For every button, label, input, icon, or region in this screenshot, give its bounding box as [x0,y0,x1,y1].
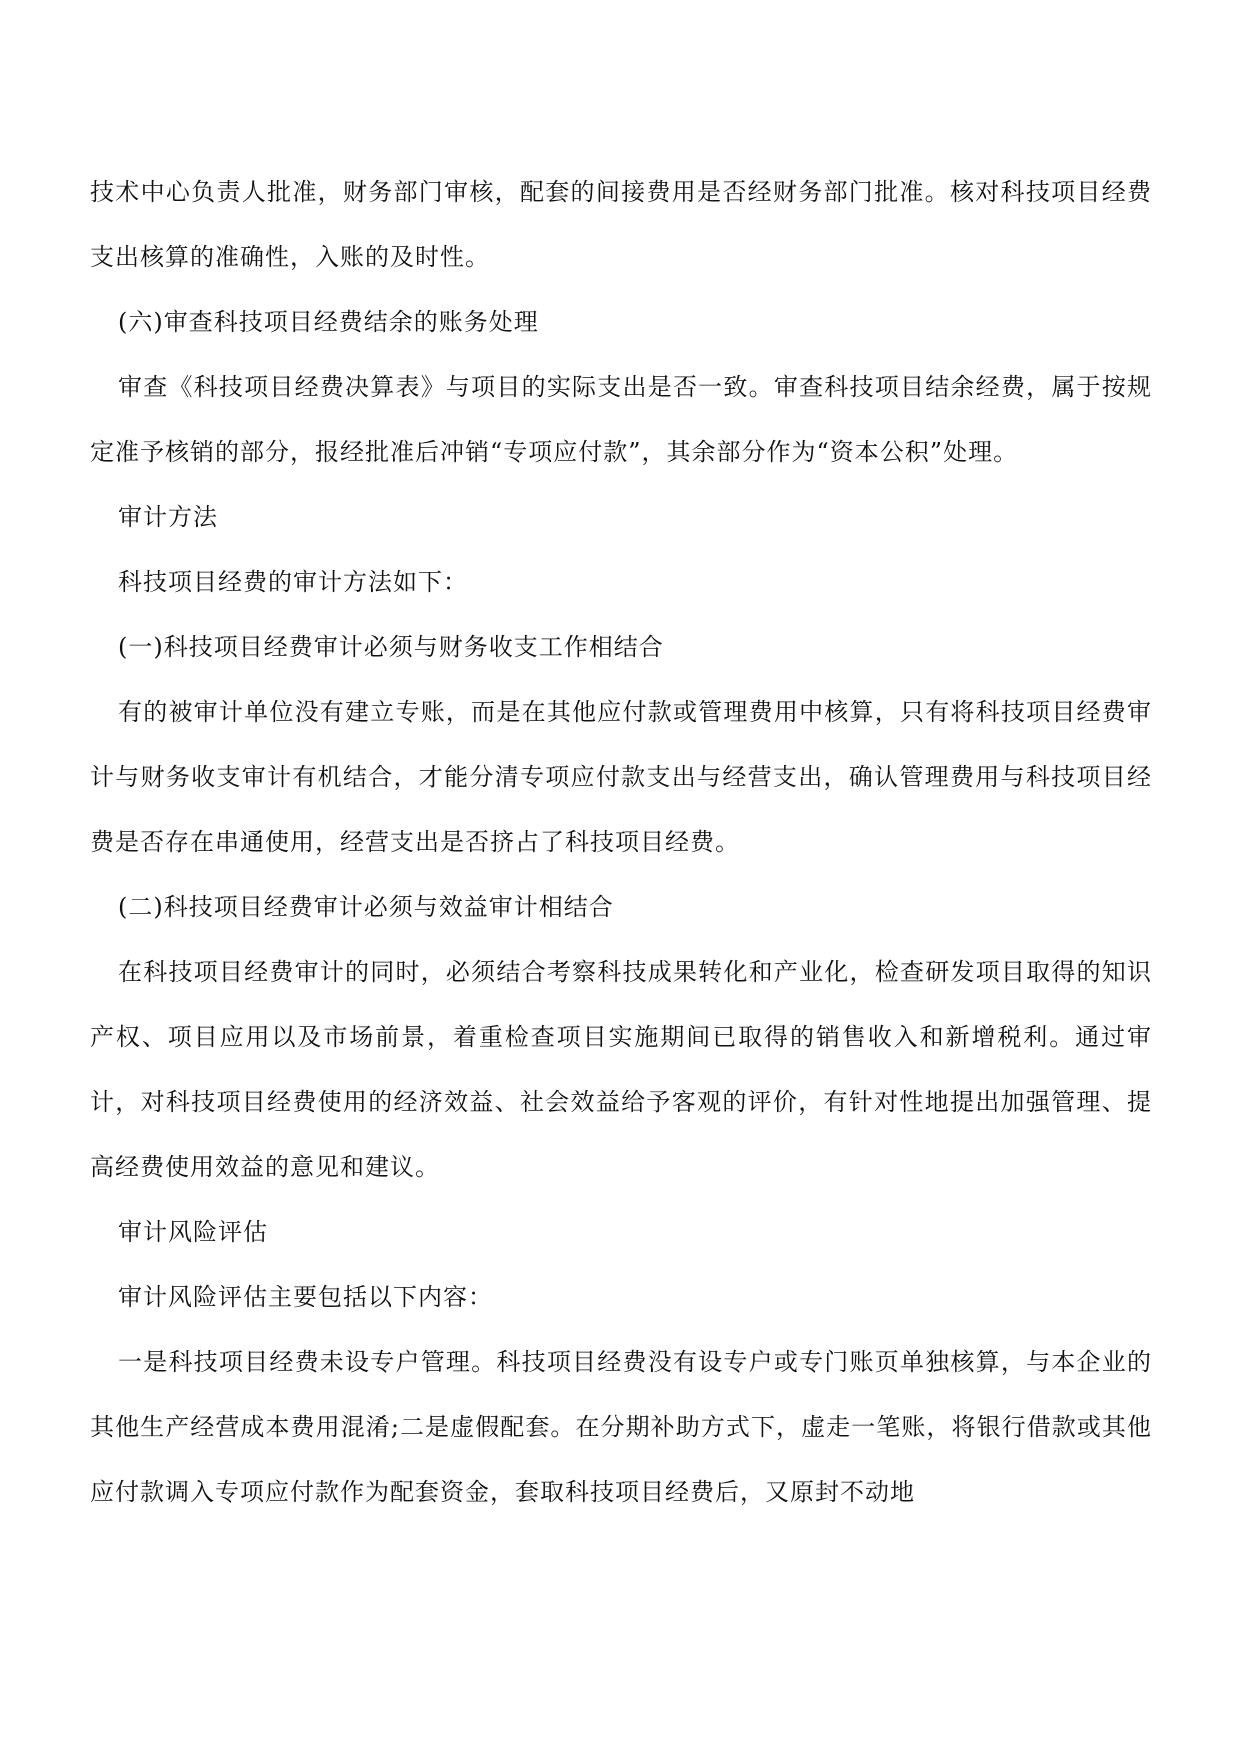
paragraph-continuation: 技术中心负责人批准，财务部门审核，配套的间接费用是否经财务部门批准。核对科技项目经费支出核算的准确性，入账的及时性。 [90,178,1152,271]
paragraph-section-6: 审查《科技项目经费决算表》与项目的实际支出是否一致。审查科技项目结余经费，属于按规定准予核销的部分，报经批准后冲销“专项应付款”，其余部分作为“资本公积”处理。 [90,373,1152,466]
heading-method-2: (二)科技项目经费审计必须与效益审计相结合 [118,893,614,921]
heading-section-6: (六)审查科技项目经费结余的账务处理 [118,308,539,336]
document-page [90,160,1152,1525]
heading-risk-assessment: 审计风险评估 [118,1218,268,1246]
paragraph-audit-method-intro: 科技项目经费的审计方法如下： [118,568,468,596]
paragraph-method-1: 有的被审计单位没有建立专账，而是在其他应付款或管理费用中核算，只有将科技项目经费审计与财务收支审计有机结合，才能分清专项应付款支出与经营支出，确认管理费用与科技项目经费是否存在串通使用，经营支出是否挤占了科技项目经费。 [90,698,1152,856]
paragraph-risk-intro: 审计风险评估主要包括以下内容： [118,1283,493,1311]
paragraph-method-2: 在科技项目经费审计的同时，必须结合考察科技成果转化和产业化，检查研发项目取得的知识产权、项目应用以及市场前景，着重检查项目实施期间已取得的销售收入和新增税利。通过审计，对科技项目经费使用的经济效益、社会效益给予客观的评价，有针对性地提出加强管理、提高经费使用效益的意见和建议。 [90,958,1152,1181]
heading-audit-method: 审计方法 [118,503,218,531]
heading-method-1: (一)科技项目经费审计必须与财务收支工作相结合 [118,633,664,661]
paragraph-risk-items: 一是科技项目经费未设专户管理。科技项目经费没有设专户或专门账页单独核算，与本企业的其他生产经营成本费用混淆;二是虚假配套。在分期补助方式下，虚走一笔账，将银行借款或其他应付款调入专项应付款作为配套资金，套取科技项目经费后，又原封不动地 [90,1348,1152,1506]
